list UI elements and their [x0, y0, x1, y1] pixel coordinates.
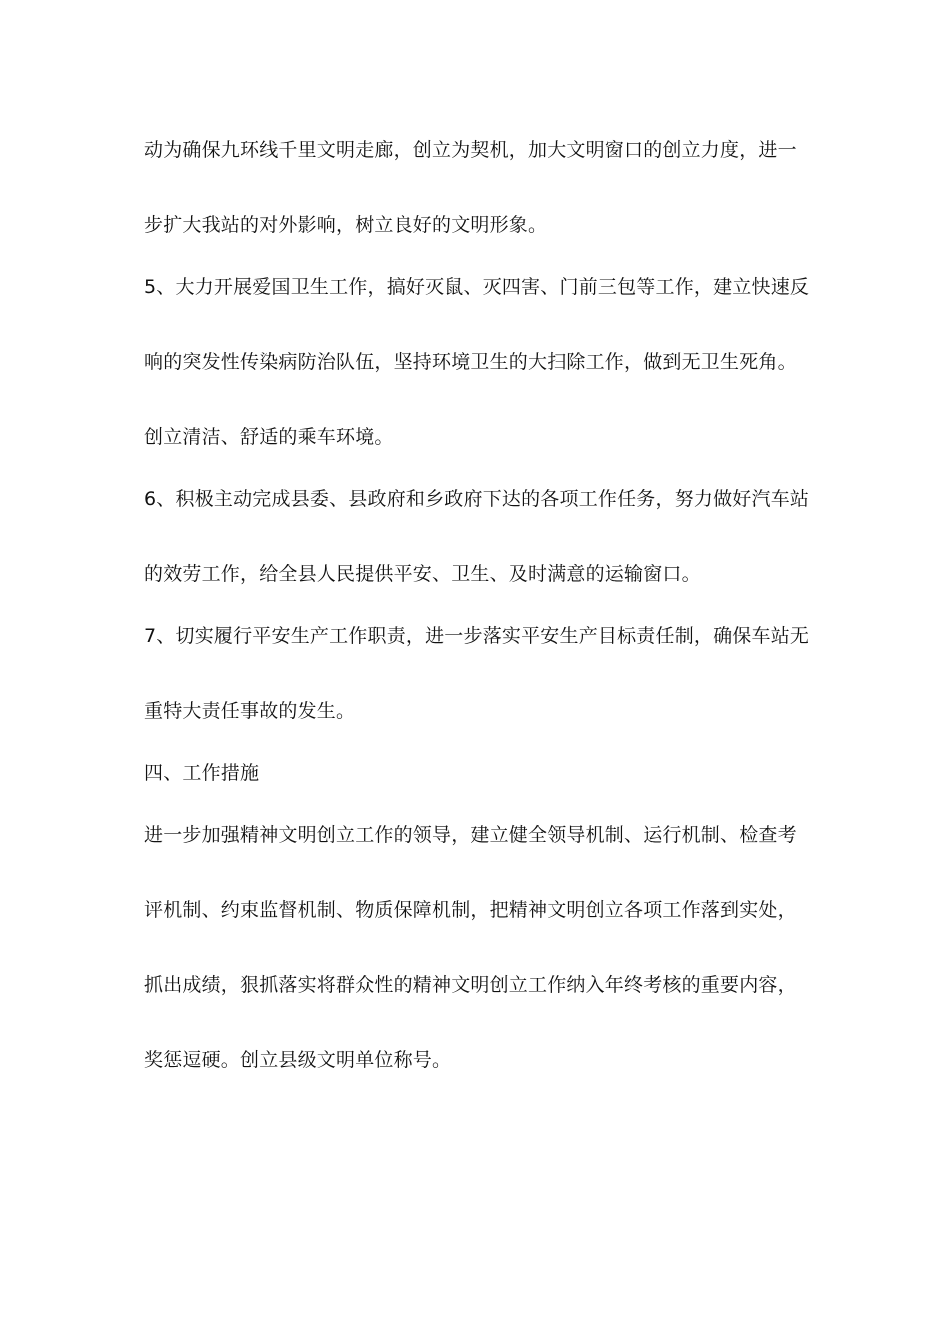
text-line: 评机制、约束监督机制、物质保障机制，把精神文明创立各项工作落到实处， [144, 899, 797, 921]
text-line: 动为确保九环线千里文明走廊，创立为契机，加大文明窗口的创立力度，进一 [144, 139, 797, 161]
text-line: 5、大力开展爱国卫生工作，搞好灭鼠、灭四害、门前三包等工作，建立快速反 [144, 276, 810, 298]
text-line: 奖惩逗硬。创立县级文明单位称号。 [144, 1049, 452, 1071]
text-line: 的效劳工作，给全县人民提供平安、卫生、及时满意的运输窗口。 [144, 563, 701, 585]
text-line: 创立清洁、舒适的乘车环境。 [144, 426, 394, 448]
text-line: 抓出成绩，狠抓落实将群众性的精神文明创立工作纳入年终考核的重要内容， [144, 974, 797, 996]
text-line: 步扩大我站的对外影响，树立良好的文明形象。 [144, 214, 548, 236]
text-line: 重特大责任事故的发生。 [144, 700, 356, 722]
section-heading: 四、工作措施 [144, 762, 260, 784]
text-line: 响的突发性传染病防治队伍，坚持环境卫生的大扫除工作，做到无卫生死角。 [144, 351, 797, 373]
text-line: 6、积极主动完成县委、县政府和乡政府下达的各项工作任务，努力做好汽车站 [144, 488, 810, 510]
text-line: 进一步加强精神文明创立工作的领导，建立健全领导机制、运行机制、检查考 [144, 824, 797, 846]
text-line: 7、切实履行平安生产工作职责，进一步落实平安生产目标责任制，确保车站无 [144, 625, 810, 647]
